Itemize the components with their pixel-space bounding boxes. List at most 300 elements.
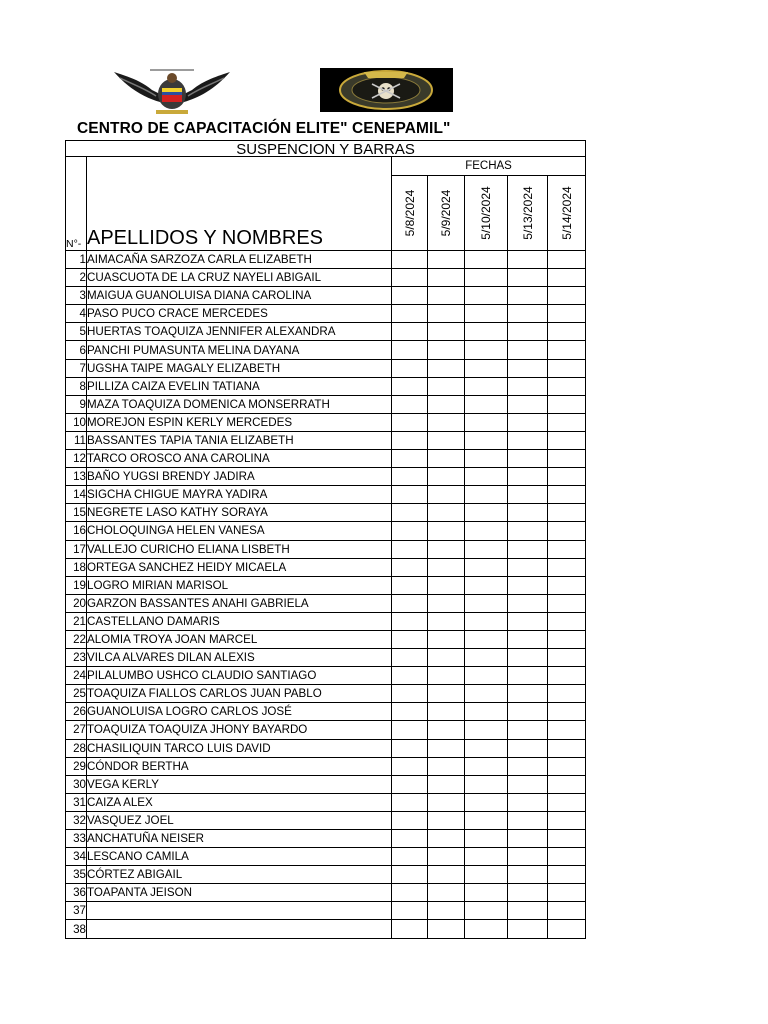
row-number: 25 [66, 685, 87, 703]
attendance-cell[interactable] [465, 793, 508, 811]
table-row [66, 649, 586, 667]
attendance-cell[interactable] [428, 594, 465, 612]
attendance-cell[interactable] [428, 667, 465, 685]
attendance-cell[interactable] [392, 703, 428, 721]
organization-title: CENTRO DE CAPACITACIÓN ELITE" CENEPAMIL" [77, 120, 451, 137]
table-row [66, 739, 586, 757]
attendance-cell[interactable] [548, 739, 586, 757]
attendance-cell[interactable] [465, 902, 508, 920]
attendance-cell[interactable] [465, 830, 508, 848]
attendance-cell[interactable] [548, 920, 586, 938]
attendance-cell[interactable] [428, 685, 465, 703]
row-number: 2 [66, 269, 87, 287]
attendance-cell[interactable] [392, 594, 428, 612]
table-row [66, 630, 586, 648]
attendance-cell[interactable] [548, 522, 586, 540]
attendance-cell[interactable] [392, 630, 428, 648]
attendance-cell[interactable] [548, 486, 586, 504]
attendance-cell[interactable] [548, 540, 586, 558]
table-row [66, 450, 586, 468]
row-number: 26 [66, 703, 87, 721]
attendance-cell[interactable] [548, 431, 586, 449]
student-name: VEGA KERLY [87, 775, 392, 793]
attendance-cell[interactable] [392, 866, 428, 884]
attendance-cell[interactable] [392, 450, 428, 468]
student-name: PILALUMBO USHCO CLAUDIO SANTIAGO [87, 667, 392, 685]
student-name [87, 902, 392, 920]
attendance-cell[interactable] [428, 251, 465, 269]
student-name: SIGCHA CHIGUE MAYRA YADIRA [87, 486, 392, 504]
attendance-cell[interactable] [392, 305, 428, 323]
row-number: 6 [66, 341, 87, 359]
row-number: 13 [66, 468, 87, 486]
row-number: 17 [66, 540, 87, 558]
attendance-cell[interactable] [508, 649, 548, 667]
attendance-cell[interactable] [548, 287, 586, 305]
attendance-cell[interactable] [548, 413, 586, 431]
attendance-cell[interactable] [428, 504, 465, 522]
attendance-cell[interactable] [465, 811, 508, 829]
attendance-cell[interactable] [465, 576, 508, 594]
table-row [66, 576, 586, 594]
attendance-cell[interactable] [392, 251, 428, 269]
attendance-cell[interactable] [392, 667, 428, 685]
attendance-cell[interactable] [508, 739, 548, 757]
student-name: AIMACAÑA SARZOZA CARLA ELIZABETH [87, 251, 392, 269]
row-number: 14 [66, 486, 87, 504]
attendance-cell[interactable] [548, 830, 586, 848]
row-number: 4 [66, 305, 87, 323]
table-row [66, 612, 586, 630]
attendance-cell[interactable] [508, 902, 548, 920]
attendance-cell[interactable] [428, 269, 465, 287]
police-eagle-logo [106, 66, 238, 118]
attendance-cell[interactable] [465, 323, 508, 341]
attendance-cell[interactable] [428, 721, 465, 739]
attendance-cell[interactable] [465, 703, 508, 721]
attendance-cell[interactable] [548, 468, 586, 486]
row-number: 31 [66, 793, 87, 811]
attendance-cell[interactable] [508, 703, 548, 721]
attendance-cell[interactable] [428, 540, 465, 558]
attendance-cell[interactable] [508, 305, 548, 323]
attendance-cell[interactable] [428, 413, 465, 431]
attendance-cell[interactable] [548, 721, 586, 739]
attendance-cell[interactable] [428, 395, 465, 413]
student-name: ORTEGA SANCHEZ HEIDY MICAELA [87, 558, 392, 576]
attendance-cell[interactable] [508, 323, 548, 341]
student-name: CÓRTEZ ABIGAIL [87, 866, 392, 884]
table-row [66, 866, 586, 884]
attendance-cell[interactable] [428, 377, 465, 395]
attendance-cell[interactable] [428, 703, 465, 721]
attendance-cell[interactable] [508, 884, 548, 902]
attendance-cell[interactable] [465, 431, 508, 449]
attendance-cell[interactable] [548, 649, 586, 667]
table-row [66, 540, 586, 558]
attendance-cell[interactable] [548, 450, 586, 468]
table-row [66, 251, 586, 269]
attendance-cell[interactable] [392, 757, 428, 775]
attendance-cell[interactable] [465, 848, 508, 866]
attendance-cell[interactable] [392, 811, 428, 829]
student-name: GUANOLUISA LOGRO CARLOS JOSÉ [87, 703, 392, 721]
row-number: 30 [66, 775, 87, 793]
attendance-cell[interactable] [508, 413, 548, 431]
table-row [66, 884, 586, 902]
student-name: VALLEJO CURICHO ELIANA LISBETH [87, 540, 392, 558]
attendance-cell[interactable] [548, 902, 586, 920]
row-number: 16 [66, 522, 87, 540]
attendance-cell[interactable] [428, 323, 465, 341]
student-name: CHOLOQUINGA HELEN VANESA [87, 522, 392, 540]
cenepamil-logo [320, 68, 453, 112]
attendance-cell[interactable] [508, 558, 548, 576]
row-number: 28 [66, 739, 87, 757]
eagle-emblem-icon [106, 66, 238, 118]
attendance-cell[interactable] [465, 486, 508, 504]
table-row [66, 902, 586, 920]
attendance-cell[interactable] [508, 594, 548, 612]
attendance-cell[interactable] [465, 540, 508, 558]
attendance-cell[interactable] [392, 612, 428, 630]
student-name: NEGRETE LASO KATHY SORAYA [87, 504, 392, 522]
attendance-cell[interactable] [548, 305, 586, 323]
student-name: BASSANTES TAPIA TANIA ELIZABETH [87, 431, 392, 449]
student-name: BAÑO YUGSI BRENDY JADIRA [87, 468, 392, 486]
row-number: 23 [66, 649, 87, 667]
attendance-cell[interactable] [392, 739, 428, 757]
table-row [66, 359, 586, 377]
attendance-cell[interactable] [428, 630, 465, 648]
attendance-cell[interactable] [392, 341, 428, 359]
attendance-cell[interactable] [548, 504, 586, 522]
attendance-cell[interactable] [508, 359, 548, 377]
attendance-cell[interactable] [465, 594, 508, 612]
row-number: 29 [66, 757, 87, 775]
attendance-cell[interactable] [508, 450, 548, 468]
cenepamil-badge-icon [320, 68, 453, 112]
attendance-cell[interactable] [428, 287, 465, 305]
attendance-cell[interactable] [465, 884, 508, 902]
attendance-cell[interactable] [392, 359, 428, 377]
row-number: 24 [66, 667, 87, 685]
table-row [66, 504, 586, 522]
names-column-header: APELLIDOS Y NOMBRES [87, 157, 392, 251]
attendance-cell[interactable] [508, 757, 548, 775]
row-number: 36 [66, 884, 87, 902]
attendance-cell[interactable] [392, 540, 428, 558]
table-row [66, 486, 586, 504]
attendance-cell[interactable] [465, 667, 508, 685]
attendance-cell[interactable] [428, 431, 465, 449]
attendance-cell[interactable] [508, 793, 548, 811]
attendance-cell[interactable] [465, 287, 508, 305]
student-name: MAZA TOAQUIZA DOMENICA MONSERRATH [87, 395, 392, 413]
attendance-cell[interactable] [428, 920, 465, 938]
attendance-cell[interactable] [548, 884, 586, 902]
attendance-cell[interactable] [428, 612, 465, 630]
row-number: 8 [66, 377, 87, 395]
row-number: 7 [66, 359, 87, 377]
attendance-cell[interactable] [392, 721, 428, 739]
date-header-2: 5/9/2024 [428, 176, 465, 251]
attendance-cell[interactable] [392, 793, 428, 811]
student-name: LOGRO MIRIAN MARISOL [87, 576, 392, 594]
attendance-cell[interactable] [548, 866, 586, 884]
attendance-cell[interactable] [392, 576, 428, 594]
table-row [66, 775, 586, 793]
attendance-cell[interactable] [428, 468, 465, 486]
table-row [66, 667, 586, 685]
attendance-cell[interactable] [508, 522, 548, 540]
attendance-cell[interactable] [548, 757, 586, 775]
attendance-cell[interactable] [465, 377, 508, 395]
attendance-cell[interactable] [465, 341, 508, 359]
student-name: CAIZA ALEX [87, 793, 392, 811]
student-name: MAIGUA GUANOLUISA DIANA CAROLINA [87, 287, 392, 305]
attendance-cell[interactable] [508, 287, 548, 305]
attendance-cell[interactable] [428, 341, 465, 359]
attendance-cell[interactable] [392, 431, 428, 449]
attendance-cell[interactable] [428, 902, 465, 920]
attendance-cell[interactable] [465, 359, 508, 377]
attendance-cell[interactable] [392, 884, 428, 902]
sheet-subtitle: SUSPENCION Y BARRAS [66, 141, 586, 157]
attendance-cell[interactable] [465, 450, 508, 468]
table-row [66, 377, 586, 395]
attendance-cell[interactable] [508, 431, 548, 449]
attendance-cell[interactable] [465, 649, 508, 667]
attendance-cell[interactable] [465, 757, 508, 775]
attendance-cell[interactable] [392, 287, 428, 305]
attendance-cell[interactable] [428, 522, 465, 540]
attendance-cell[interactable] [392, 558, 428, 576]
attendance-cell[interactable] [428, 450, 465, 468]
attendance-cell[interactable] [465, 522, 508, 540]
attendance-cell[interactable] [548, 251, 586, 269]
attendance-cell[interactable] [428, 775, 465, 793]
attendance-cell[interactable] [392, 649, 428, 667]
student-name: CASTELLANO DAMARIS [87, 612, 392, 630]
attendance-cell[interactable] [428, 830, 465, 848]
attendance-cell[interactable] [508, 540, 548, 558]
table-row [66, 468, 586, 486]
table-row [66, 703, 586, 721]
attendance-cell[interactable] [508, 486, 548, 504]
attendance-cell[interactable] [428, 848, 465, 866]
attendance-cell[interactable] [428, 576, 465, 594]
attendance-cell[interactable] [508, 721, 548, 739]
attendance-cell[interactable] [465, 866, 508, 884]
attendance-cell[interactable] [428, 793, 465, 811]
dates-group-header: FECHAS [392, 157, 586, 176]
attendance-cell[interactable] [548, 703, 586, 721]
row-number: 15 [66, 504, 87, 522]
table-row [66, 830, 586, 848]
attendance-cell[interactable] [508, 667, 548, 685]
attendance-cell[interactable] [548, 594, 586, 612]
attendance-cell[interactable] [548, 612, 586, 630]
attendance-cell[interactable] [508, 830, 548, 848]
student-name: ANCHATUÑA NEISER [87, 830, 392, 848]
date-header-5: 5/14/2024 [548, 176, 586, 251]
student-name: PASO PUCO CRACE MERCEDES [87, 305, 392, 323]
attendance-cell[interactable] [392, 377, 428, 395]
attendance-cell[interactable] [428, 811, 465, 829]
attendance-cell[interactable] [392, 775, 428, 793]
attendance-cell[interactable] [428, 866, 465, 884]
table-row [66, 920, 586, 938]
student-name: HUERTAS TOAQUIZA JENNIFER ALEXANDRA [87, 323, 392, 341]
attendance-cell[interactable] [508, 866, 548, 884]
row-number: 12 [66, 450, 87, 468]
table-row [66, 395, 586, 413]
table-row [66, 305, 586, 323]
attendance-cell[interactable] [548, 848, 586, 866]
attendance-cell[interactable] [392, 902, 428, 920]
row-number: 33 [66, 830, 87, 848]
attendance-cell[interactable] [428, 884, 465, 902]
attendance-cell[interactable] [548, 341, 586, 359]
attendance-cell[interactable] [392, 413, 428, 431]
student-name: PILLIZA CAIZA EVELIN TATIANA [87, 377, 392, 395]
attendance-cell[interactable] [548, 576, 586, 594]
row-number: 5 [66, 323, 87, 341]
attendance-cell[interactable] [548, 395, 586, 413]
attendance-cell[interactable] [465, 685, 508, 703]
student-name: CHASILIQUIN TARCO LUIS DAVID [87, 739, 392, 757]
attendance-cell[interactable] [508, 848, 548, 866]
attendance-cell[interactable] [548, 775, 586, 793]
attendance-cell[interactable] [392, 830, 428, 848]
student-name: VILCA ALVARES DILAN ALEXIS [87, 649, 392, 667]
attendance-cell[interactable] [465, 413, 508, 431]
attendance-cell[interactable] [428, 739, 465, 757]
student-name: UGSHA TAIPE MAGALY ELIZABETH [87, 359, 392, 377]
student-name [87, 920, 392, 938]
row-number: 38 [66, 920, 87, 938]
attendance-cell[interactable] [548, 558, 586, 576]
table-row [66, 685, 586, 703]
attendance-cell[interactable] [465, 468, 508, 486]
table-row [66, 594, 586, 612]
attendance-cell[interactable] [508, 504, 548, 522]
table-row [66, 413, 586, 431]
student-name: ALOMIA TROYA JOAN MARCEL [87, 630, 392, 648]
table-row [66, 323, 586, 341]
attendance-cell[interactable] [508, 395, 548, 413]
attendance-cell[interactable] [508, 630, 548, 648]
attendance-cell[interactable] [465, 269, 508, 287]
attendance-cell[interactable] [465, 395, 508, 413]
table-row [66, 269, 586, 287]
attendance-cell[interactable] [508, 920, 548, 938]
student-name: TOAQUIZA TOAQUIZA JHONY BAYARDO [87, 721, 392, 739]
attendance-cell[interactable] [465, 251, 508, 269]
attendance-cell[interactable] [392, 504, 428, 522]
attendance-cell[interactable] [508, 341, 548, 359]
attendance-cell[interactable] [428, 305, 465, 323]
attendance-cell[interactable] [465, 721, 508, 739]
attendance-cell[interactable] [548, 377, 586, 395]
row-number: 18 [66, 558, 87, 576]
attendance-cell[interactable] [428, 486, 465, 504]
attendance-cell[interactable] [392, 848, 428, 866]
attendance-cell[interactable] [428, 359, 465, 377]
attendance-cell[interactable] [428, 649, 465, 667]
attendance-cell[interactable] [548, 359, 586, 377]
student-name: TARCO OROSCO ANA CAROLINA [87, 450, 392, 468]
attendance-cell[interactable] [465, 305, 508, 323]
attendance-cell[interactable] [508, 468, 548, 486]
row-number: 22 [66, 630, 87, 648]
attendance-cell[interactable] [392, 920, 428, 938]
attendance-cell[interactable] [428, 558, 465, 576]
table-row [66, 287, 586, 305]
attendance-cell[interactable] [392, 486, 428, 504]
student-name: MOREJON ESPIN KERLY MERCEDES [87, 413, 392, 431]
student-name: TOAQUIZA FIALLOS CARLOS JUAN PABLO [87, 685, 392, 703]
attendance-cell[interactable] [548, 667, 586, 685]
attendance-cell[interactable] [465, 920, 508, 938]
attendance-cell[interactable] [392, 395, 428, 413]
attendance-cell[interactable] [392, 323, 428, 341]
student-name: PANCHI PUMASUNTA MELINA DAYANA [87, 341, 392, 359]
student-name: CUASCUOTA DE LA CRUZ NAYELI ABIGAIL [87, 269, 392, 287]
attendance-cell[interactable] [508, 269, 548, 287]
attendance-sheet [65, 140, 586, 939]
table-row [66, 793, 586, 811]
table-row [66, 811, 586, 829]
attendance-cell[interactable] [508, 775, 548, 793]
attendance-cell[interactable] [508, 685, 548, 703]
attendance-cell[interactable] [465, 630, 508, 648]
attendance-cell[interactable] [548, 793, 586, 811]
attendance-cell[interactable] [428, 757, 465, 775]
attendance-cell[interactable] [465, 739, 508, 757]
row-number: 21 [66, 612, 87, 630]
table-row [66, 522, 586, 540]
attendance-cell[interactable] [392, 269, 428, 287]
attendance-cell[interactable] [508, 811, 548, 829]
attendance-cell[interactable] [548, 269, 586, 287]
attendance-cell[interactable] [465, 612, 508, 630]
attendance-cell[interactable] [548, 811, 586, 829]
row-number: 34 [66, 848, 87, 866]
attendance-cell[interactable] [508, 251, 548, 269]
attendance-cell[interactable] [548, 630, 586, 648]
student-name: GARZON BASSANTES ANAHI GABRIELA [87, 594, 392, 612]
attendance-cell[interactable] [392, 685, 428, 703]
student-name: LESCANO CAMILA [87, 848, 392, 866]
row-number: 11 [66, 431, 87, 449]
attendance-cell[interactable] [548, 685, 586, 703]
row-number: 10 [66, 413, 87, 431]
attendance-cell[interactable] [392, 468, 428, 486]
table-row [66, 721, 586, 739]
date-header-1: 5/8/2024 [392, 176, 428, 251]
attendance-cell[interactable] [508, 576, 548, 594]
attendance-cell[interactable] [465, 504, 508, 522]
attendance-cell[interactable] [508, 612, 548, 630]
attendance-cell[interactable] [548, 323, 586, 341]
attendance-cell[interactable] [392, 522, 428, 540]
attendance-cell[interactable] [508, 377, 548, 395]
attendance-cell[interactable] [465, 558, 508, 576]
attendance-cell[interactable] [465, 775, 508, 793]
number-column-header: N°- [66, 157, 87, 251]
